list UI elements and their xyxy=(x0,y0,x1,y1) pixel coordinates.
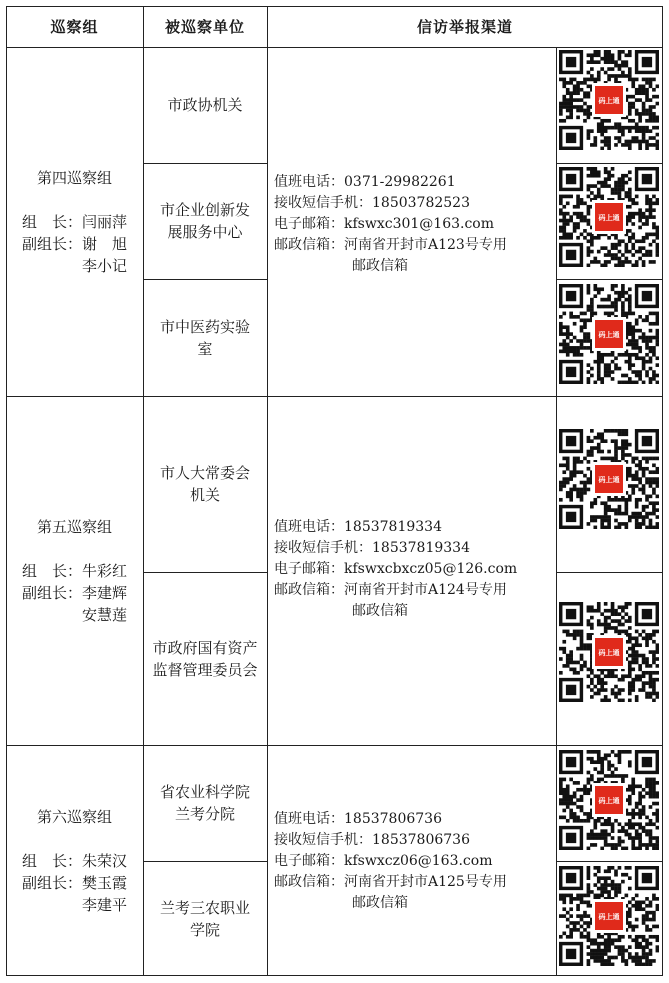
deputy-name: 安慧莲 xyxy=(81,605,127,624)
leader-label: 组 长： xyxy=(21,212,82,231)
qr-code-4c[interactable] xyxy=(559,284,659,384)
mail-label: 邮政信箱： xyxy=(274,237,344,253)
mail-value-cont: 邮政信箱 xyxy=(352,258,408,274)
qr-code-4b[interactable] xyxy=(559,167,659,267)
phone-value: 18537806736 xyxy=(344,811,442,827)
qr-code-graphic xyxy=(559,750,659,850)
phone-value: 0371-29982261 xyxy=(344,174,456,190)
qr-code-6b[interactable] xyxy=(559,866,659,966)
unit-cell: 兰考三农职业学院 xyxy=(159,898,250,939)
group-cell-4 xyxy=(6,47,143,396)
mail-value-cont: 邮政信箱 xyxy=(352,895,408,911)
phone-label: 值班电话： xyxy=(274,519,344,535)
sms-label: 接收短信手机： xyxy=(274,832,372,848)
sms-label: 接收短信手机： xyxy=(274,540,372,556)
unit-cell: 市企业创新发展服务中心 xyxy=(159,201,250,241)
group-leaders xyxy=(22,211,127,277)
mail-label: 邮政信箱： xyxy=(274,874,344,890)
qr-badge-text: 码上通 xyxy=(598,214,620,222)
mail-label: 邮政信箱： xyxy=(274,582,344,598)
qr-code-6a[interactable] xyxy=(559,750,659,850)
leader-label: 组 长： xyxy=(21,561,82,580)
group-name: 第六巡察组 xyxy=(36,807,112,826)
sms-value: 18537806736 xyxy=(372,832,470,848)
qr-code-graphic xyxy=(559,284,659,384)
unit-cell: 市中医药实验室 xyxy=(159,317,250,358)
phone-value: 18537819334 xyxy=(344,519,442,535)
header-unit: 被巡察单位 xyxy=(164,17,245,36)
group-cell-6 xyxy=(6,745,143,976)
email-value: kfswxc301@163.com xyxy=(344,216,495,232)
qr-badge-text: 码上通 xyxy=(598,913,620,921)
email-label: 电子邮箱： xyxy=(274,561,344,577)
contact-block xyxy=(274,172,507,277)
email-label: 电子邮箱： xyxy=(274,216,344,232)
unit-cell: 市人大常委会机关 xyxy=(159,464,250,504)
sms-value: 18537819334 xyxy=(372,540,470,556)
qr-badge-text: 码上通 xyxy=(598,97,620,105)
contact-block xyxy=(274,809,507,914)
unit-cell: 省农业科学院兰考分院 xyxy=(159,783,250,823)
qr-code-graphic xyxy=(559,602,659,702)
qr-code-graphic xyxy=(559,866,659,966)
qr-code-5b[interactable] xyxy=(559,602,659,702)
phone-label: 值班电话： xyxy=(274,174,344,190)
leader-name: 牛彩红 xyxy=(82,561,128,580)
deputy-label: 副组长： xyxy=(21,873,82,892)
group-cell-5 xyxy=(6,396,143,745)
sms-value: 18503782523 xyxy=(372,195,470,211)
sms-label: 接收短信手机： xyxy=(274,195,372,211)
email-value: kfswxcbxcz05@126.com xyxy=(344,561,518,577)
phone-label: 值班电话： xyxy=(274,811,344,827)
leader-name: 闫丽萍 xyxy=(82,212,128,231)
qr-badge-text: 码上通 xyxy=(598,476,620,484)
leader-label: 组 长： xyxy=(21,851,82,870)
mail-value-cont: 邮政信箱 xyxy=(352,603,408,619)
deputy-name: 谢 旭 xyxy=(82,234,128,253)
group-leaders xyxy=(22,560,127,626)
group-leaders xyxy=(22,850,127,916)
qr-code-graphic xyxy=(559,50,659,150)
qr-code-5a[interactable] xyxy=(559,429,659,529)
deputy-name: 李建辉 xyxy=(82,583,128,602)
qr-badge-text: 码上通 xyxy=(598,331,620,339)
contact-block xyxy=(274,517,517,622)
mail-value: 河南省开封市A125号专用 xyxy=(344,874,507,890)
qr-badge-text: 码上通 xyxy=(598,649,620,657)
qr-code-graphic xyxy=(559,167,659,267)
qr-badge-text: 码上通 xyxy=(598,797,620,805)
deputy-label: 副组长： xyxy=(21,583,82,602)
unit-cell: 市政协机关 xyxy=(167,96,243,114)
qr-code-graphic xyxy=(559,429,659,529)
unit-cell: 市政府国有资产监督管理委员会 xyxy=(152,638,258,679)
header-group: 巡察组 xyxy=(50,17,99,36)
mail-value: 河南省开封市A123号专用 xyxy=(344,237,507,253)
deputy-name: 李小记 xyxy=(81,256,127,275)
deputy-label: 副组长： xyxy=(21,234,82,253)
group-name: 第四巡察组 xyxy=(36,168,112,187)
qr-code-4a[interactable] xyxy=(559,50,659,150)
leader-name: 朱荣汉 xyxy=(82,851,128,870)
deputy-name: 李建平 xyxy=(81,895,127,914)
header-channel: 信访举报渠道 xyxy=(416,17,513,36)
inspection-table xyxy=(6,6,663,976)
mail-value: 河南省开封市A124号专用 xyxy=(344,582,507,598)
deputy-name: 樊玉霞 xyxy=(82,873,128,892)
email-value: kfswxcz06@163.com xyxy=(344,853,493,869)
email-label: 电子邮箱： xyxy=(274,853,344,869)
group-name: 第五巡察组 xyxy=(36,517,112,536)
